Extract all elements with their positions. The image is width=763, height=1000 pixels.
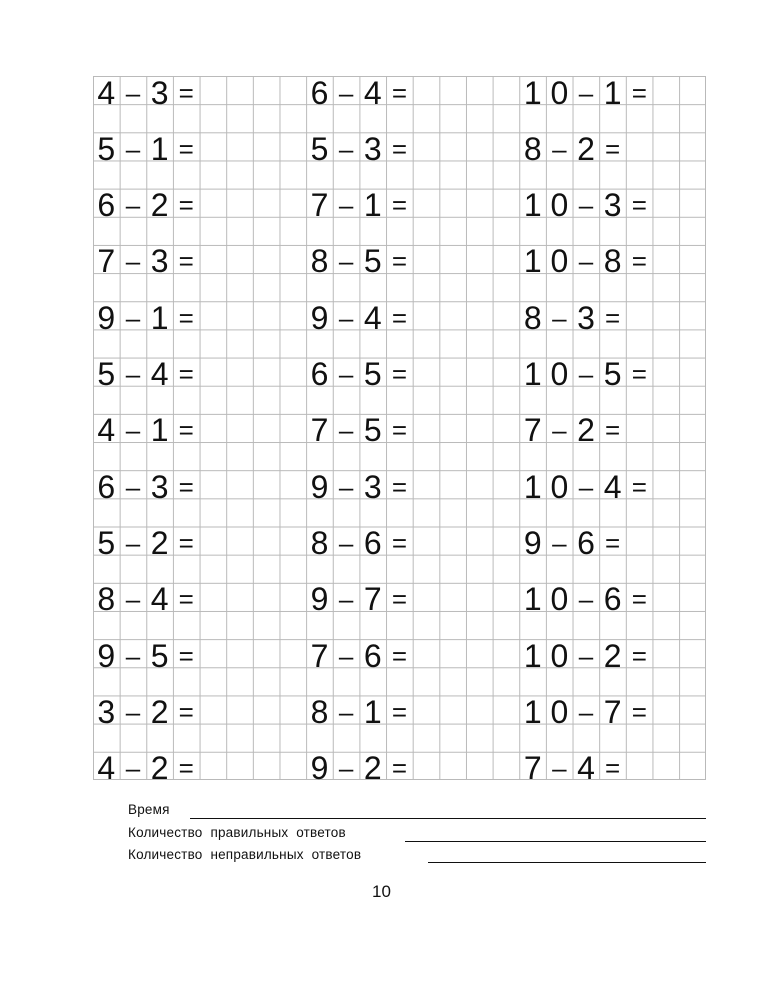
equals-sign: = [178, 246, 194, 277]
minus-sign: – [338, 415, 354, 446]
answer-cell[interactable] [253, 752, 280, 785]
equals-sign: = [178, 753, 194, 784]
answer-cell[interactable] [253, 301, 280, 334]
subtrahend: 2 [603, 637, 622, 674]
minus-sign: – [125, 77, 141, 108]
answer-cell[interactable] [439, 358, 466, 391]
answer-cell[interactable] [679, 414, 706, 447]
minus-sign: – [125, 359, 141, 390]
answer-cell[interactable] [413, 189, 440, 222]
subtrahend: 6 [363, 637, 382, 674]
subtrahend: 8 [603, 243, 622, 280]
answer-cell[interactable] [226, 752, 253, 785]
answer-cell[interactable] [653, 752, 680, 785]
answer-cell[interactable] [679, 189, 706, 222]
answer-cell[interactable] [653, 414, 680, 447]
subtrahend: 7 [363, 581, 382, 618]
subtrahend: 3 [150, 468, 169, 505]
subtrahend: 1 [150, 130, 169, 167]
equals-sign: = [391, 753, 408, 784]
subtrahend: 3 [603, 187, 622, 224]
answer-cell[interactable] [706, 189, 733, 222]
answer-cell[interactable] [413, 470, 440, 503]
answer-cell[interactable] [706, 696, 733, 729]
subtrahend: 2 [150, 750, 169, 787]
equals-sign: = [631, 471, 647, 502]
minus-sign: – [338, 697, 354, 728]
answer-cell[interactable] [679, 639, 706, 672]
answer-cell[interactable] [706, 470, 733, 503]
subtrahend: 2 [150, 694, 169, 731]
minus-sign: – [125, 302, 141, 333]
minus-sign: – [578, 190, 594, 221]
answer-cell[interactable] [200, 245, 227, 278]
answer-cell[interactable] [466, 639, 493, 672]
answer-cell[interactable] [439, 583, 466, 616]
answer-cell[interactable] [253, 189, 280, 222]
answer-cell[interactable] [253, 414, 280, 447]
answer-cell[interactable] [653, 639, 680, 672]
answer-cell[interactable] [226, 189, 253, 222]
minus-sign: – [578, 471, 594, 502]
answer-cell[interactable] [200, 189, 227, 222]
equals-sign: = [391, 77, 408, 108]
minus-sign: – [552, 415, 567, 446]
subtrahend: 4 [577, 750, 595, 787]
minuend: 9 [310, 468, 329, 505]
minuend: 3 [97, 694, 116, 731]
answer-cell[interactable] [439, 414, 466, 447]
minus-sign: – [552, 528, 567, 559]
answer-cell[interactable] [653, 76, 680, 109]
subtrahend: 4 [150, 581, 169, 618]
subtrahend: 4 [363, 299, 382, 336]
minuend-digit: 0 [550, 694, 569, 731]
time-label: Время [128, 802, 170, 817]
equals-sign: = [178, 471, 194, 502]
equals-sign: = [391, 190, 408, 221]
answer-cell[interactable] [706, 639, 733, 672]
answer-cell[interactable] [626, 301, 653, 334]
equals-sign: = [178, 640, 194, 671]
minuend: 6 [310, 74, 329, 111]
minus-sign: – [125, 640, 141, 671]
answer-cell[interactable] [200, 414, 227, 447]
answer-cell[interactable] [439, 189, 466, 222]
equals-sign: = [178, 133, 194, 164]
answer-cell[interactable] [413, 752, 440, 785]
answer-cell[interactable] [466, 132, 493, 165]
answer-cell[interactable] [413, 639, 440, 672]
equals-sign: = [631, 190, 647, 221]
subtrahend: 7 [603, 694, 622, 731]
minuend: 9 [310, 299, 329, 336]
subtrahend: 2 [577, 130, 595, 167]
minuend-digit: 0 [550, 356, 569, 393]
answer-cell[interactable] [226, 583, 253, 616]
subtrahend: 3 [150, 243, 169, 280]
answer-cell[interactable] [466, 301, 493, 334]
answer-cell[interactable] [200, 470, 227, 503]
minuend-digit: 1 [523, 694, 542, 731]
minuend: 6 [97, 187, 116, 224]
answer-cell[interactable] [253, 245, 280, 278]
answer-cell[interactable] [413, 245, 440, 278]
answer-cell[interactable] [413, 527, 440, 560]
minuend: 5 [310, 130, 329, 167]
minuend-digit: 1 [523, 637, 542, 674]
answer-cell[interactable] [466, 752, 493, 785]
minus-sign: – [338, 753, 354, 784]
answer-cell[interactable] [439, 752, 466, 785]
answer-cell[interactable] [679, 583, 706, 616]
minuend-digit: 1 [523, 468, 542, 505]
minus-sign: – [578, 359, 594, 390]
minus-sign: – [338, 190, 354, 221]
equals-sign: = [178, 528, 194, 559]
minuend: 6 [97, 468, 116, 505]
minuend: 4 [97, 412, 116, 449]
answer-cell[interactable] [626, 527, 653, 560]
answer-cell[interactable] [679, 696, 706, 729]
minus-sign: – [125, 528, 141, 559]
answer-cell[interactable] [226, 132, 253, 165]
answer-cell[interactable] [226, 527, 253, 560]
answer-cell[interactable] [679, 76, 706, 109]
equals-sign: = [391, 415, 408, 446]
answer-cell[interactable] [413, 696, 440, 729]
equals-sign: = [391, 584, 408, 615]
equals-sign: = [391, 246, 408, 277]
minuend-digit: 1 [523, 243, 542, 280]
answer-cell[interactable] [413, 132, 440, 165]
equals-sign: = [605, 753, 621, 784]
answer-cell[interactable] [466, 696, 493, 729]
equals-sign: = [631, 359, 647, 390]
answer-cell[interactable] [653, 132, 680, 165]
answer-cell[interactable] [706, 245, 733, 278]
subtrahend: 3 [577, 299, 595, 336]
answer-cell[interactable] [466, 358, 493, 391]
minus-sign: – [338, 133, 354, 164]
equals-sign: = [391, 302, 408, 333]
minuend: 9 [523, 525, 542, 562]
minus-sign: – [338, 359, 354, 390]
answer-cell[interactable] [466, 470, 493, 503]
answer-cell[interactable] [439, 76, 466, 109]
minus-sign: – [125, 753, 141, 784]
subtrahend: 6 [603, 581, 622, 618]
minuend: 4 [97, 74, 116, 111]
answer-cell[interactable] [706, 76, 733, 109]
minus-sign: – [125, 415, 141, 446]
equals-sign: = [605, 133, 621, 164]
minuend: 8 [523, 299, 542, 336]
incorrect-count-label: Количество неправильных ответов [128, 847, 362, 862]
answer-cell[interactable] [253, 639, 280, 672]
subtrahend: 2 [150, 525, 169, 562]
minuend: 9 [310, 750, 329, 787]
minuend-digit: 0 [550, 637, 569, 674]
minuend: 8 [310, 525, 329, 562]
minuend-digit: 0 [550, 243, 569, 280]
subtrahend: 5 [363, 412, 382, 449]
minus-sign: – [125, 697, 141, 728]
incorrect-count-answer-line[interactable] [428, 862, 706, 863]
answer-cell[interactable] [466, 583, 493, 616]
minuend: 9 [97, 637, 116, 674]
answer-cell[interactable] [679, 132, 706, 165]
answer-cell[interactable] [653, 189, 680, 222]
minus-sign: – [125, 133, 141, 164]
minuend-digit: 1 [523, 74, 542, 111]
minuend-digit: 0 [550, 468, 569, 505]
equals-sign: = [178, 415, 194, 446]
equals-sign: = [605, 528, 621, 559]
minuend: 7 [310, 187, 329, 224]
subtrahend: 2 [363, 750, 382, 787]
answer-cell[interactable] [226, 76, 253, 109]
answer-cell[interactable] [653, 527, 680, 560]
equals-sign: = [391, 133, 408, 164]
minuend-digit: 1 [523, 187, 542, 224]
equals-sign: = [391, 528, 408, 559]
minuend: 7 [310, 412, 329, 449]
minus-sign: – [578, 246, 594, 277]
answer-cell[interactable] [466, 245, 493, 278]
answer-cell[interactable] [413, 301, 440, 334]
minuend-digit: 0 [550, 74, 569, 111]
time-answer-line[interactable] [190, 818, 706, 819]
exercise-grid [93, 74, 706, 787]
equals-sign: = [178, 302, 194, 333]
equals-sign: = [178, 77, 194, 108]
minuend: 8 [310, 243, 329, 280]
answer-cell[interactable] [626, 752, 653, 785]
answer-cell[interactable] [679, 527, 706, 560]
minuend: 7 [97, 243, 116, 280]
minuend-digit: 1 [523, 581, 542, 618]
equals-sign: = [631, 697, 647, 728]
subtrahend: 3 [363, 130, 382, 167]
minuend: 5 [97, 130, 116, 167]
minus-sign: – [578, 584, 594, 615]
equals-sign: = [391, 697, 408, 728]
subtrahend: 2 [577, 412, 595, 449]
answer-cell[interactable] [439, 527, 466, 560]
answer-cell[interactable] [653, 245, 680, 278]
answer-cell[interactable] [226, 301, 253, 334]
answer-cell[interactable] [200, 696, 227, 729]
minuend: 5 [97, 356, 116, 393]
minus-sign: – [338, 640, 354, 671]
minuend: 9 [97, 299, 116, 336]
subtrahend: 6 [363, 525, 382, 562]
answer-cell[interactable] [626, 414, 653, 447]
minus-sign: – [552, 302, 567, 333]
minus-sign: – [338, 77, 354, 108]
minus-sign: – [578, 640, 594, 671]
answer-cell[interactable] [706, 358, 733, 391]
answer-cell[interactable] [413, 414, 440, 447]
answer-cell[interactable] [253, 358, 280, 391]
answer-cell[interactable] [226, 414, 253, 447]
minus-sign: – [125, 471, 141, 502]
minuend-digit: 1 [523, 356, 542, 393]
answer-cell[interactable] [226, 696, 253, 729]
page-number: 10 [372, 882, 391, 901]
answer-cell[interactable] [439, 470, 466, 503]
minuend: 7 [310, 637, 329, 674]
subtrahend: 6 [577, 525, 595, 562]
answer-cell[interactable] [253, 132, 280, 165]
answer-cell[interactable] [253, 696, 280, 729]
answer-cell[interactable] [200, 583, 227, 616]
equals-sign: = [178, 697, 194, 728]
answer-cell[interactable] [439, 132, 466, 165]
minus-sign: – [125, 190, 141, 221]
subtrahend: 5 [603, 356, 622, 393]
answer-cell[interactable] [200, 639, 227, 672]
answer-cell[interactable] [200, 752, 227, 785]
minuend: 7 [523, 750, 542, 787]
answer-cell[interactable] [439, 639, 466, 672]
subtrahend: 1 [363, 694, 382, 731]
minuend-digit: 0 [550, 187, 569, 224]
minus-sign: – [552, 133, 567, 164]
subtrahend: 3 [363, 468, 382, 505]
answer-cell[interactable] [653, 470, 680, 503]
subtrahend: 4 [603, 468, 622, 505]
answer-cell[interactable] [439, 696, 466, 729]
subtrahend: 2 [150, 187, 169, 224]
subtrahend: 1 [150, 412, 169, 449]
answer-cell[interactable] [679, 358, 706, 391]
minus-sign: – [338, 302, 354, 333]
correct-count-label: Количество правильных ответов [128, 825, 346, 840]
minus-sign: – [338, 246, 354, 277]
subtrahend: 5 [150, 637, 169, 674]
equals-sign: = [605, 415, 621, 446]
equals-sign: = [631, 640, 647, 671]
equals-sign: = [605, 302, 621, 333]
minus-sign: – [338, 471, 354, 502]
equals-sign: = [178, 190, 194, 221]
minus-sign: – [578, 697, 594, 728]
minuend: 4 [97, 750, 116, 787]
answer-cell[interactable] [413, 76, 440, 109]
answer-cell[interactable] [439, 301, 466, 334]
minuend: 8 [97, 581, 116, 618]
subtrahend: 4 [150, 356, 169, 393]
minuend: 9 [310, 581, 329, 618]
answer-cell[interactable] [679, 301, 706, 334]
equals-sign: = [631, 77, 647, 108]
equals-sign: = [391, 359, 408, 390]
minuend: 5 [97, 525, 116, 562]
minus-sign: – [552, 753, 567, 784]
answer-cell[interactable] [679, 470, 706, 503]
answer-cell[interactable] [200, 132, 227, 165]
subtrahend: 1 [150, 299, 169, 336]
equals-sign: = [178, 584, 194, 615]
answer-cell[interactable] [679, 752, 706, 785]
answer-cell[interactable] [653, 583, 680, 616]
answer-cell[interactable] [200, 527, 227, 560]
answer-cell[interactable] [226, 245, 253, 278]
correct-count-answer-line[interactable] [405, 841, 706, 842]
subtrahend: 4 [363, 74, 382, 111]
equals-sign: = [391, 640, 408, 671]
answer-cell[interactable] [466, 527, 493, 560]
answer-cell[interactable] [253, 583, 280, 616]
answer-cell[interactable] [679, 245, 706, 278]
equals-sign: = [631, 246, 647, 277]
minus-sign: – [338, 584, 354, 615]
equals-sign: = [631, 584, 647, 615]
subtrahend: 3 [150, 74, 169, 111]
equals-sign: = [178, 359, 194, 390]
answer-cell[interactable] [253, 527, 280, 560]
answer-cell[interactable] [653, 358, 680, 391]
subtrahend: 5 [363, 356, 382, 393]
minuend: 8 [310, 694, 329, 731]
equals-sign: = [391, 471, 408, 502]
subtrahend: 1 [603, 74, 622, 111]
answer-cell[interactable] [226, 639, 253, 672]
answer-cell[interactable] [413, 358, 440, 391]
answer-cell[interactable] [253, 470, 280, 503]
answer-cell[interactable] [653, 696, 680, 729]
answer-cell[interactable] [200, 358, 227, 391]
minuend: 6 [310, 356, 329, 393]
subtrahend: 1 [363, 187, 382, 224]
minuend: 8 [523, 130, 542, 167]
minus-sign: – [125, 584, 141, 615]
answer-cell[interactable] [439, 245, 466, 278]
answer-cell[interactable] [466, 76, 493, 109]
answer-cell[interactable] [413, 583, 440, 616]
answer-cell[interactable] [200, 76, 227, 109]
answer-cell[interactable] [253, 76, 280, 109]
answer-cell[interactable] [466, 189, 493, 222]
answer-cell[interactable] [226, 470, 253, 503]
minuend-digit: 0 [550, 581, 569, 618]
minuend: 7 [523, 412, 542, 449]
answer-cell[interactable] [466, 414, 493, 447]
answer-cell[interactable] [706, 583, 733, 616]
minus-sign: – [578, 77, 594, 108]
answer-cell[interactable] [653, 301, 680, 334]
answer-cell[interactable] [200, 301, 227, 334]
subtrahend: 5 [363, 243, 382, 280]
minus-sign: – [338, 528, 354, 559]
minus-sign: – [125, 246, 141, 277]
answer-cell[interactable] [626, 132, 653, 165]
answer-cell[interactable] [226, 358, 253, 391]
